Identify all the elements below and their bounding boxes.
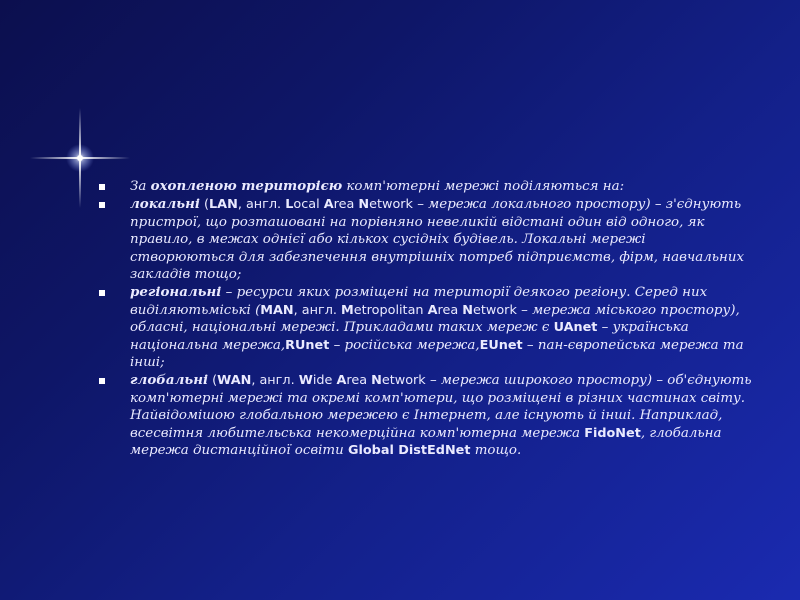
text-segment: MAN <box>260 302 294 318</box>
text-segment: LAN <box>209 197 238 213</box>
text-segment: M <box>341 302 354 318</box>
list-item <box>96 196 752 283</box>
text-segment: регіональні <box>130 284 222 301</box>
text-segment: , глобальна мережа дистанційної освіти <box>130 425 722 459</box>
text-segment: rea <box>346 373 372 389</box>
text-segment: UAnet <box>553 320 598 336</box>
text-segment: – пан-європейська мережа та інші; <box>130 337 744 371</box>
text-segment: FidoNet <box>584 425 641 441</box>
list-item <box>96 372 752 459</box>
text-segment: Global DistEdNet <box>347 443 471 459</box>
text-segment: комп'ютерні мережі поділяються на: <box>342 179 625 194</box>
text-segment: – ресурси яких розміщені на території деякого регіону. Серед них виділяютьміські ( <box>130 285 708 318</box>
list-item <box>96 284 752 371</box>
text-segment: etwork <box>473 302 517 318</box>
text-segment: – російська мережа, <box>329 337 480 353</box>
bullet-square-icon <box>99 290 105 296</box>
text-segment: A <box>336 373 347 389</box>
text-segment: W <box>298 373 313 389</box>
text-segment: rea <box>437 302 463 318</box>
text-segment: – українська національна мережа, <box>130 320 689 353</box>
text-segment: A <box>323 197 334 213</box>
text-segment: etwork <box>369 197 413 213</box>
list-item-text <box>130 285 744 370</box>
text-segment: EUnet <box>479 337 523 353</box>
text-segment: etwork <box>381 373 426 389</box>
text-segment: etropolitan <box>353 302 428 318</box>
text-segment: – мережа міського простору), обласні, національні мережі. Прикладами таких мереж є <box>130 302 740 336</box>
text-segment: N <box>462 302 473 318</box>
text-segment: охопленою територією <box>150 178 343 194</box>
text-segment: За <box>130 179 151 194</box>
text-segment: , англ. <box>237 197 286 213</box>
text-segment: N <box>371 373 382 389</box>
text-segment: – мережа широкого простору) – об'єднують комп'ютерні мережі та окремі комп'ютери, що розміщені в різних частинах світу. Найвідомішою глобальною мережею є Інтернет, але існують й інші. Наприклад, всесвітня любительська некомерційна комп'ютерна мережа <box>130 373 752 441</box>
bullet-square-icon <box>99 184 105 190</box>
text-segment: глобальні <box>130 372 209 389</box>
list-item-text <box>130 197 744 282</box>
text-segment: , англ. <box>293 302 342 318</box>
bullet-square-icon <box>99 378 105 384</box>
text-segment: локальні <box>130 196 200 213</box>
bullet-square-icon <box>99 202 105 208</box>
text-segment: RUnet <box>285 337 330 353</box>
text-segment: A <box>427 302 438 318</box>
text-segment: WAN <box>217 373 252 389</box>
list-item-text <box>130 373 752 458</box>
text-segment: ocal <box>293 197 324 213</box>
text-segment: L <box>285 197 294 213</box>
text-segment: N <box>358 197 370 213</box>
list-item <box>96 178 752 195</box>
text-segment: rea <box>333 197 359 213</box>
list-item-text <box>130 179 624 194</box>
bullet-list <box>96 178 752 461</box>
text-segment: ( <box>199 197 210 213</box>
text-segment: , англ. <box>251 373 299 389</box>
text-segment: – мережа локального простору) – з'єднують пристрої, що розташовані на порівняно невеликій відстані один від одного, як правило, в межах однієї або кількох сусідніх будівель. Локальні мережі створюються для забезпечення внутрішніх потреб підприємств, фірм, навчальних закладів тощо; <box>130 197 745 283</box>
text-segment: ( <box>208 373 218 389</box>
text-segment: ide <box>312 373 337 389</box>
text-segment: тощо. <box>470 443 522 459</box>
